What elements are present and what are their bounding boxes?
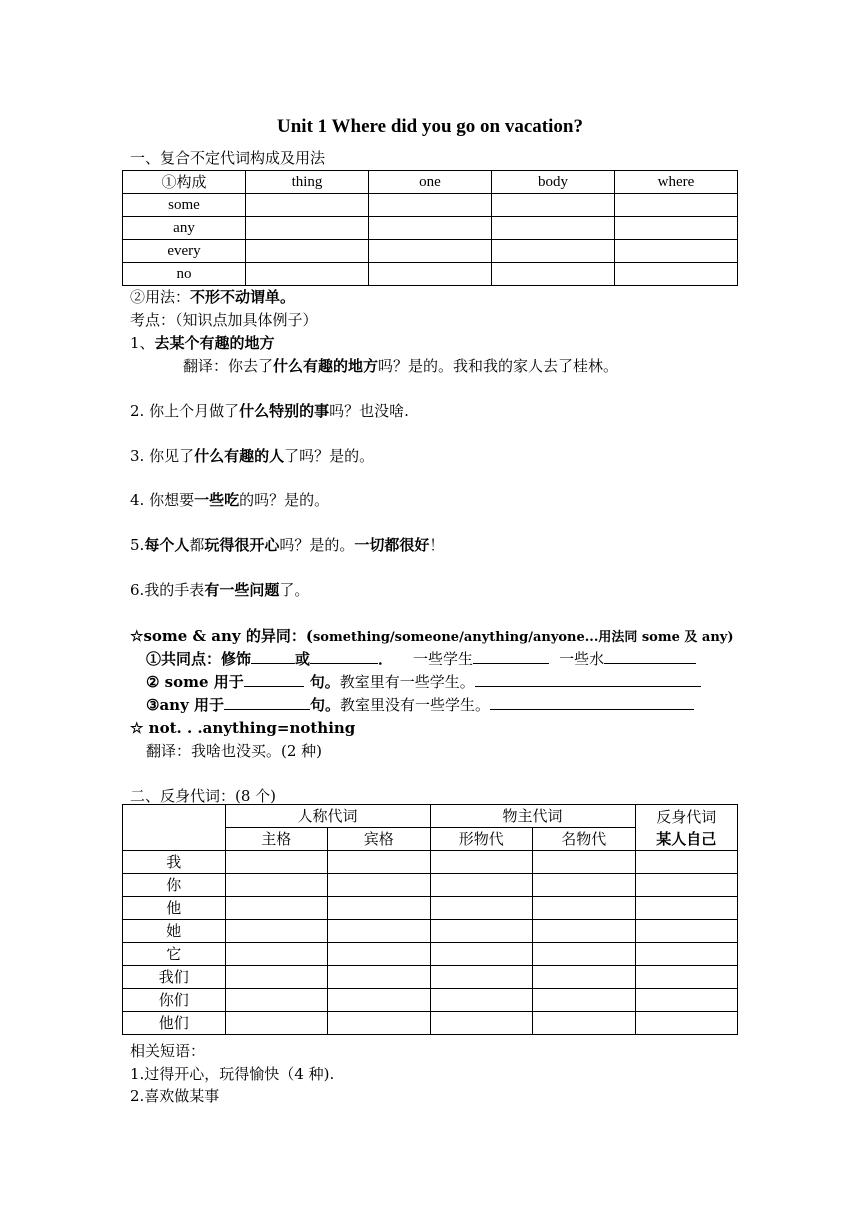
sub-header: 形物代: [430, 828, 533, 851]
section1-heading: 一、复合不定代词构成及用法: [130, 149, 326, 167]
text-bold: 句。: [310, 696, 341, 714]
blank-cell[interactable]: [635, 966, 738, 989]
sub-header: 主格: [225, 828, 328, 851]
blank-cell[interactable]: [430, 966, 533, 989]
fill-blank[interactable]: [475, 671, 701, 687]
text-bold: 句。: [309, 673, 340, 691]
row-label: 他们: [123, 1012, 226, 1035]
text-part: 翻译：你去了: [183, 357, 274, 375]
fill-blank[interactable]: [604, 648, 696, 664]
blank-cell[interactable]: [430, 920, 533, 943]
blank-cell[interactable]: [430, 1012, 533, 1035]
blank-cell[interactable]: [246, 217, 369, 240]
table-row: [123, 897, 738, 920]
text-part: 一些水: [559, 650, 605, 668]
blank-cell[interactable]: [533, 989, 636, 1012]
table-row: [123, 1012, 738, 1035]
blank-cell[interactable]: [430, 897, 533, 920]
table-row: [123, 874, 738, 897]
table-corner-cell: [123, 805, 226, 851]
blank-cell[interactable]: [328, 851, 431, 874]
blank-cell[interactable]: [225, 989, 328, 1012]
text-part: 3. 你见了: [130, 447, 195, 465]
text-part: 都: [189, 536, 205, 554]
blank-cell[interactable]: [615, 194, 738, 217]
not-anything-line: ☆ not. . .anything=nothing: [130, 719, 356, 737]
blank-cell[interactable]: [225, 897, 328, 920]
table-header-cell: where: [615, 171, 738, 194]
blank-cell[interactable]: [492, 240, 615, 263]
blank-cell[interactable]: [492, 263, 615, 286]
fill-blank[interactable]: [310, 648, 378, 664]
text-part: 教室里没有一些学生。: [340, 696, 491, 714]
row-label: some: [123, 194, 246, 217]
group-header: 物主代词: [430, 805, 635, 828]
phrase-1: 1.过得开心，玩得愉快（4 种).: [130, 1065, 335, 1083]
blank-cell[interactable]: [635, 1012, 738, 1035]
blank-cell[interactable]: [369, 194, 492, 217]
row-label: 你们: [123, 989, 226, 1012]
usage-rule: 不形不动谓单。: [190, 288, 296, 306]
not-anything-translation: 翻译：我啥也没买。(2 种): [146, 742, 323, 760]
reflexive-pronoun-table: [122, 804, 738, 1035]
text-part: 5.: [130, 536, 145, 554]
group-header: 人称代词: [225, 805, 430, 828]
sub-header: 宾格: [328, 828, 431, 851]
fill-blank[interactable]: [224, 694, 310, 710]
blank-cell[interactable]: [533, 920, 636, 943]
blank-cell[interactable]: [533, 897, 636, 920]
item-5: [130, 534, 444, 556]
text-bold: 一切都很好: [354, 536, 430, 554]
table-row: [123, 943, 738, 966]
fill-blank[interactable]: [490, 694, 694, 710]
indefinite-pronoun-table: [122, 170, 738, 286]
blank-cell[interactable]: [369, 240, 492, 263]
text-part: something/someone/anything/anyone...用法同 some 及 any): [312, 630, 734, 645]
usage-line: [130, 286, 295, 308]
text-bold: ①共同点：修饰: [146, 650, 252, 668]
text-part: 6.我的手表: [130, 581, 205, 599]
blank-cell[interactable]: [430, 989, 533, 1012]
blank-cell[interactable]: [328, 989, 431, 1012]
table-row: [123, 263, 738, 286]
text-bold: 什么有趣的人: [194, 447, 285, 465]
text-bold: 有一些问题: [204, 581, 280, 599]
blank-cell[interactable]: [635, 851, 738, 874]
text-bold: 或: [295, 650, 311, 668]
blank-cell[interactable]: [246, 194, 369, 217]
item-3: [130, 445, 374, 467]
blank-cell[interactable]: [328, 897, 431, 920]
blank-cell[interactable]: [533, 943, 636, 966]
table-header-cell: thing: [246, 171, 369, 194]
row-label: 我们: [123, 966, 226, 989]
row-label: 我: [123, 851, 226, 874]
blank-cell[interactable]: [246, 263, 369, 286]
item-1: [130, 332, 275, 354]
page-title: Unit 1 Where did you go on vacation?: [277, 116, 583, 137]
text-bold: 一些吃: [194, 491, 240, 509]
table-header-row: [123, 171, 738, 194]
blank-cell[interactable]: [225, 1012, 328, 1035]
blank-cell[interactable]: [615, 263, 738, 286]
text-part: 的吗？是的。: [239, 491, 330, 509]
some-usage-line: [146, 671, 701, 693]
text-part: 吗？也没啥.: [329, 402, 409, 420]
item-2: [130, 400, 409, 422]
table-row: [123, 989, 738, 1012]
blank-cell[interactable]: [533, 874, 636, 897]
phrases-heading: 相关短语：: [130, 1042, 206, 1060]
item-6: [130, 579, 309, 601]
fill-blank[interactable]: [244, 671, 304, 687]
text-part: 教室里有一些学生。: [339, 673, 475, 691]
table-header-cell: one: [369, 171, 492, 194]
table-row: [123, 217, 738, 240]
blank-cell[interactable]: [635, 943, 738, 966]
blank-cell[interactable]: [430, 874, 533, 897]
item-phrase: 去某个有趣的地方: [154, 334, 275, 352]
text-bold: ③any 用于: [146, 696, 225, 714]
row-label: every: [123, 240, 246, 263]
row-label: 它: [123, 943, 226, 966]
item-number: 1、: [130, 334, 155, 352]
text-bold: ② some 用于: [146, 673, 244, 691]
blank-cell[interactable]: [225, 966, 328, 989]
text-bold: 什么特别的事: [239, 402, 330, 420]
blank-cell[interactable]: [369, 263, 492, 286]
sub-header: 名物代: [533, 828, 636, 851]
blank-cell[interactable]: [328, 1012, 431, 1035]
blank-cell[interactable]: [430, 943, 533, 966]
text-bold: 每个人: [144, 536, 190, 554]
blank-cell[interactable]: [615, 240, 738, 263]
blank-cell[interactable]: [533, 966, 636, 989]
blank-cell[interactable]: [533, 851, 636, 874]
fill-blank[interactable]: [251, 648, 295, 664]
blank-cell[interactable]: [635, 874, 738, 897]
blank-cell[interactable]: [328, 943, 431, 966]
blank-cell[interactable]: [615, 217, 738, 240]
table-header-row: [123, 805, 738, 828]
phrase-2: 2.喜欢做某事: [130, 1087, 220, 1105]
text-part: 吗？是的。: [279, 536, 355, 554]
blank-cell[interactable]: [635, 897, 738, 920]
table-row: [123, 194, 738, 217]
table-header-cell: ①构成: [123, 171, 246, 194]
item-1-translation: [183, 355, 618, 377]
text-part: 了吗？是的。: [284, 447, 375, 465]
text-bold: ．: [378, 650, 394, 668]
blank-cell[interactable]: [635, 920, 738, 943]
row-label: no: [123, 263, 246, 286]
blank-cell[interactable]: [635, 989, 738, 1012]
blank-cell[interactable]: [430, 851, 533, 874]
text-bold: 玩得很开心: [204, 536, 280, 554]
some-any-heading: [130, 625, 734, 649]
common-point-line: [146, 648, 696, 670]
text-part: ☆some & any 的异同：(: [130, 627, 313, 645]
table-header-cell: body: [492, 171, 615, 194]
row-label: 他: [123, 897, 226, 920]
blank-cell[interactable]: [328, 920, 431, 943]
text-part: 4. 你想要: [130, 491, 195, 509]
kaodian-line: 考点：（知识点加具体例子）: [130, 311, 318, 329]
text-part: 吗？是的。我和我的家人去了桂林。: [378, 357, 619, 375]
blank-cell[interactable]: [533, 1012, 636, 1035]
text-part: ！: [429, 536, 445, 554]
row-label: any: [123, 217, 246, 240]
item-4: [130, 489, 329, 511]
blank-cell[interactable]: [225, 874, 328, 897]
blank-cell[interactable]: [246, 240, 369, 263]
usage-label: ②用法：: [130, 288, 191, 306]
blank-cell[interactable]: [225, 920, 328, 943]
header-text: 反身代词: [656, 807, 717, 826]
blank-cell[interactable]: [328, 874, 431, 897]
blank-cell[interactable]: [225, 943, 328, 966]
section2-heading: 二、反身代词：(8 个): [130, 787, 277, 805]
group-header-reflexive: [635, 805, 738, 851]
blank-cell[interactable]: [225, 851, 328, 874]
blank-cell[interactable]: [369, 217, 492, 240]
table-row: [123, 240, 738, 263]
table-row: [123, 966, 738, 989]
blank-cell[interactable]: [328, 966, 431, 989]
table-row: [123, 920, 738, 943]
fill-blank[interactable]: [473, 648, 549, 664]
header-text-bold: 某人自己: [656, 829, 717, 848]
text-part: 一些学生: [413, 650, 474, 668]
table-row: [123, 851, 738, 874]
row-label: 你: [123, 874, 226, 897]
text-part: 了。: [279, 581, 310, 599]
any-usage-line: [146, 694, 694, 716]
text-bold: 什么有趣的地方: [273, 357, 379, 375]
text-part: 2. 你上个月做了: [130, 402, 240, 420]
blank-cell[interactable]: [492, 194, 615, 217]
blank-cell[interactable]: [492, 217, 615, 240]
row-label: 她: [123, 920, 226, 943]
